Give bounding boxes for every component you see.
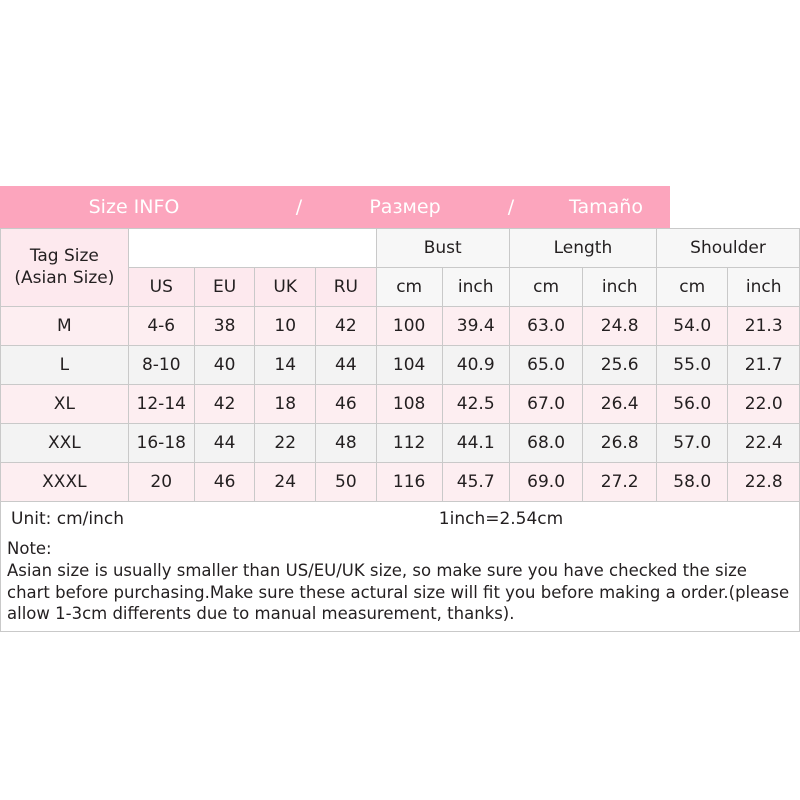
cell-us: 20 — [128, 463, 194, 502]
cell-eu: 46 — [194, 463, 255, 502]
cell-shoulder-inch: 22.0 — [728, 385, 800, 424]
unit-conversion: 1inch=2.54cm — [438, 509, 564, 529]
cell-length-inch: 24.8 — [583, 307, 657, 346]
header-shoulder-cm: cm — [657, 268, 728, 307]
title-size-info: Size INFO — [88, 196, 180, 218]
header-region-spacer — [128, 229, 376, 268]
title-separator-1: / — [295, 196, 303, 218]
header-group-bust: Bust — [376, 229, 509, 268]
header-group-shoulder: Shoulder — [657, 229, 800, 268]
cell-bust-cm: 100 — [376, 307, 442, 346]
unit-note: Unit: cm/inch — [11, 509, 124, 529]
size-chart-title-bar — [0, 186, 670, 228]
cell-length-cm: 69.0 — [509, 463, 583, 502]
cell-shoulder-inch: 21.7 — [728, 346, 800, 385]
cell-bust-inch: 40.9 — [442, 346, 509, 385]
header-shoulder-inch: inch — [728, 268, 800, 307]
size-table — [0, 228, 800, 502]
table-header-groups — [1, 229, 800, 268]
cell-bust-inch: 42.5 — [442, 385, 509, 424]
cell-shoulder-cm: 56.0 — [657, 385, 728, 424]
cell-bust-inch: 44.1 — [442, 424, 509, 463]
header-col-eu: EU — [194, 268, 255, 307]
cell-ru: 46 — [316, 385, 377, 424]
table-row — [1, 307, 800, 346]
cell-ru: 48 — [316, 424, 377, 463]
cell-uk: 22 — [255, 424, 316, 463]
cell-uk: 18 — [255, 385, 316, 424]
header-bust-cm: cm — [376, 268, 442, 307]
cell-length-inch: 25.6 — [583, 346, 657, 385]
note-label: Note: — [7, 539, 52, 558]
cell-shoulder-inch: 21.3 — [728, 307, 800, 346]
cell-ru: 44 — [316, 346, 377, 385]
cell-eu: 42 — [194, 385, 255, 424]
cell-uk: 24 — [255, 463, 316, 502]
cell-length-inch: 27.2 — [583, 463, 657, 502]
size-chart — [0, 186, 800, 632]
cell-uk: 14 — [255, 346, 316, 385]
header-col-uk: UK — [255, 268, 316, 307]
header-col-ru: RU — [316, 268, 377, 307]
cell-shoulder-cm: 55.0 — [657, 346, 728, 385]
cell-length-cm: 63.0 — [509, 307, 583, 346]
cell-eu: 38 — [194, 307, 255, 346]
cell-ru: 50 — [316, 463, 377, 502]
note-text: Asian size is usually smaller than US/EU/UK size, so make sure you have checked the size chart before purchasing.Make sure these actural size will fit you before making a order.(please allow 1-3cm differents due to manual measurement, thanks). — [7, 560, 790, 624]
cell-bust-cm: 112 — [376, 424, 442, 463]
cell-length-inch: 26.8 — [583, 424, 657, 463]
cell-bust-cm: 104 — [376, 346, 442, 385]
cell-length-cm: 67.0 — [509, 385, 583, 424]
cell-us: 16-18 — [128, 424, 194, 463]
table-row — [1, 463, 800, 502]
cell-bust-inch: 45.7 — [442, 463, 509, 502]
title-tamano: Tamaño — [569, 196, 643, 218]
cell-eu: 40 — [194, 346, 255, 385]
unit-row — [0, 502, 800, 536]
table-row — [1, 385, 800, 424]
cell-bust-cm: 108 — [376, 385, 442, 424]
cell-us: 12-14 — [128, 385, 194, 424]
header-col-us: US — [128, 268, 194, 307]
cell-ru: 42 — [316, 307, 377, 346]
header-tag-size — [1, 229, 129, 307]
cell-shoulder-cm: 54.0 — [657, 307, 728, 346]
cell-length-cm: 65.0 — [509, 346, 583, 385]
cell-tag: M — [1, 307, 129, 346]
cell-length-cm: 68.0 — [509, 424, 583, 463]
cell-us: 4-6 — [128, 307, 194, 346]
cell-tag: XXXL — [1, 463, 129, 502]
title-razmer: Размер — [369, 196, 441, 218]
cell-shoulder-inch: 22.8 — [728, 463, 800, 502]
header-group-length: Length — [509, 229, 656, 268]
cell-shoulder-cm: 57.0 — [657, 424, 728, 463]
cell-eu: 44 — [194, 424, 255, 463]
header-bust-inch: inch — [442, 268, 509, 307]
cell-shoulder-inch: 22.4 — [728, 424, 800, 463]
note-block — [0, 536, 800, 632]
table-row — [1, 346, 800, 385]
header-length-cm: cm — [509, 268, 583, 307]
cell-us: 8-10 — [128, 346, 194, 385]
cell-length-inch: 26.4 — [583, 385, 657, 424]
tag-size-line-2: (Asian Size) — [14, 267, 115, 288]
table-row — [1, 424, 800, 463]
cell-tag: L — [1, 346, 129, 385]
tag-size-line-1: Tag Size — [29, 246, 99, 267]
title-separator-2: / — [507, 196, 515, 218]
cell-tag: XXL — [1, 424, 129, 463]
header-length-inch: inch — [583, 268, 657, 307]
cell-bust-cm: 116 — [376, 463, 442, 502]
cell-shoulder-cm: 58.0 — [657, 463, 728, 502]
cell-tag: XL — [1, 385, 129, 424]
cell-uk: 10 — [255, 307, 316, 346]
cell-bust-inch: 39.4 — [442, 307, 509, 346]
